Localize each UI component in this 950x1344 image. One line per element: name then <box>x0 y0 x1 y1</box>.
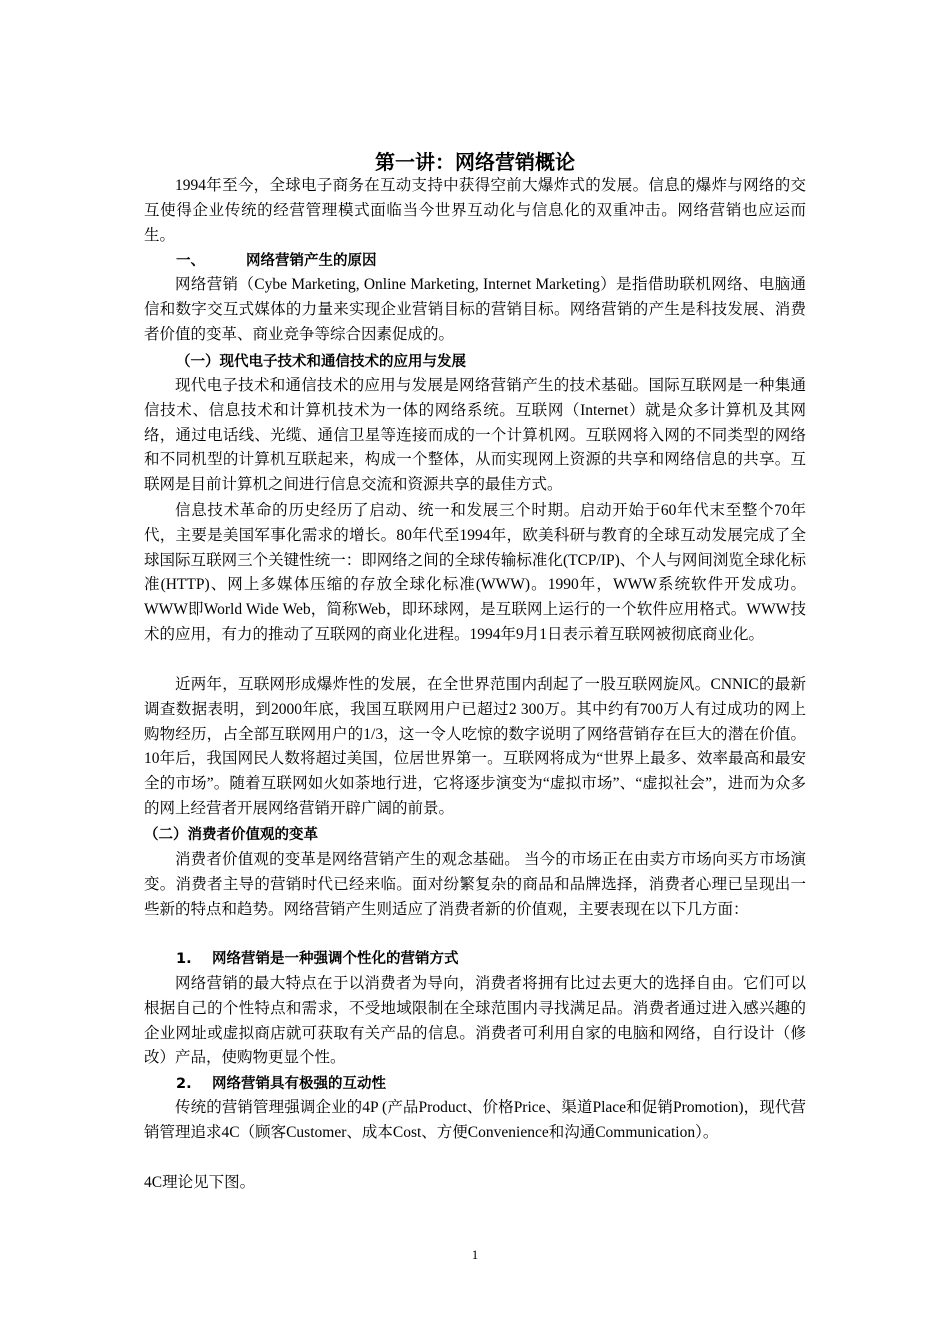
item-2-paragraph: 传统的营销管理强调企业的4P (产品Product、价格Price、渠道Place和促销Promotion)，现代营销管理追求4C（顾客Customer、成本Cost、方便Convenience和沟通Communication）。 <box>144 1099 806 1141</box>
item-2-title: 网络营销具有极强的互动性 <box>212 1076 386 1092</box>
item-1-title: 网络营销是一种强调个性化的营销方式 <box>212 951 459 967</box>
subsection-1-paragraph-1: 现代电子技术和通信技术的应用与发展是网络营销产生的技术基础。国际互联网是一种集通信技术、信息技术和计算机技术为一体的网络系统。互联网（Internet）就是众多计算机及其网络，通过电话线、光缆、通信卫星等连接而成的一个计算机网。互联网将入网的不同类型的网络和不同机型的计算机互联起来，构成一个整体，从而实现网上资源的共享和网络信息的共享。互联网是目前计算机之间进行信息交流和资源共享的最佳方式。 <box>144 377 806 494</box>
subsection-1-paragraph-3: 近两年，互联网形成爆炸性的发展，在全世界范围内刮起了一股互联网旋风。CNNIC的最新调查数据表明，到2000年底，我国互联网用户已超过2 300万。其中约有700万人有过成功的网上购物经历，占全部互联网用户的1/3，这一令人吃惊的数字说明了网络营销存在巨大的潜在价值。10年后，我国网民人数将超过美国，位居世界第一。互联网将成为“世界上最多、效率最高和最安全的市场”。随着互联网如火如荼地行进，它将逐步演变为“虚拟市场”、“虚拟社会”，进而为众多的网上经营者开展网络营销开辟广阔的前景。 <box>144 676 806 817</box>
subsection-2-paragraph-1: 消费者价值观的变革是网络营销产生的观念基础。 当今的市场正在由卖方市场向买方市场演变。消费者主导的营销时代已经来临。面对纷繁复杂的商品和品牌选择，消费者心理已呈现出一些新的特点和趋势。网络营销产生则适应了消费者新的价值观，主要表现在以下几方面： <box>144 851 806 918</box>
section-1-number: 一、 <box>176 253 205 269</box>
figure-note: 4C理论见下图。 <box>144 1174 256 1191</box>
subsection-1-heading: （一）现代电子技术和通信技术的应用与发展 <box>176 354 466 370</box>
item-2-heading <box>176 1072 386 1096</box>
item-1-heading <box>176 947 459 971</box>
item-1-number: 1. <box>176 951 192 967</box>
section-1-title: 网络营销产生的原因 <box>246 253 377 269</box>
section-1-heading <box>176 249 377 273</box>
subsection-1-paragraph-2: 信息技术革命的历史经历了启动、统一和发展三个时期。启动开始于60年代末至整个70年代，主要是美国军事化需求的增长。80年代至1994年，欧美科研与教育的全球互动发展完成了全球国际互联网三个关键性统一：即网络之间的全球传输标准化(TCP/IP)、个人与网间浏览全球化标准(HTTP)、网上多媒体压缩的存放全球化标准(WWW)。1990年，WWW系统软件开发成功。WWW即World Wide Web，简称Web，即环球网，是互联网上运行的一个软件应用格式。WWW技术的应用，有力的推动了互联网的商业化进程。1994年9月1日表示着互联网被彻底商业化。 <box>144 502 806 643</box>
document-title: 第一讲：网络营销概论 <box>375 150 575 174</box>
subsection-2-heading: （二）消费者价值观的变革 <box>144 827 318 843</box>
item-1-paragraph: 网络营销的最大特点在于以消费者为导向，消费者将拥有比过去更大的选择自由。它们可以根据自己的个性特点和需求，不受地域限制在全球范围内寻找满足品。消费者通过进入感兴趣的企业网址或虚拟商店就可获取有关产品的信息。消费者可利用自家的电脑和网络，自行设计（修改）产品，使购物更显个性。 <box>144 975 806 1067</box>
section-1-paragraph: 网络营销（Cybe Marketing, Online Marketing, Internet Marketing）是指借助联机网络、电脑通信和数字交互式媒体的力量来实现企业营销目标的营销目标。网络营销的产生是科技发展、消费者价值的变革、商业竞争等综合因素促成的。 <box>144 276 806 343</box>
item-2-number: 2. <box>176 1076 192 1092</box>
page-number: 1 <box>471 1247 479 1262</box>
intro-paragraph: 1994年至今，全球电子商务在互动支持中获得空前大爆炸式的发展。信息的爆炸与网络的交互使得企业传统的经营管理模式面临当今世界互动化与信息化的双重冲击。网络营销也应运而生。 <box>144 177 806 244</box>
